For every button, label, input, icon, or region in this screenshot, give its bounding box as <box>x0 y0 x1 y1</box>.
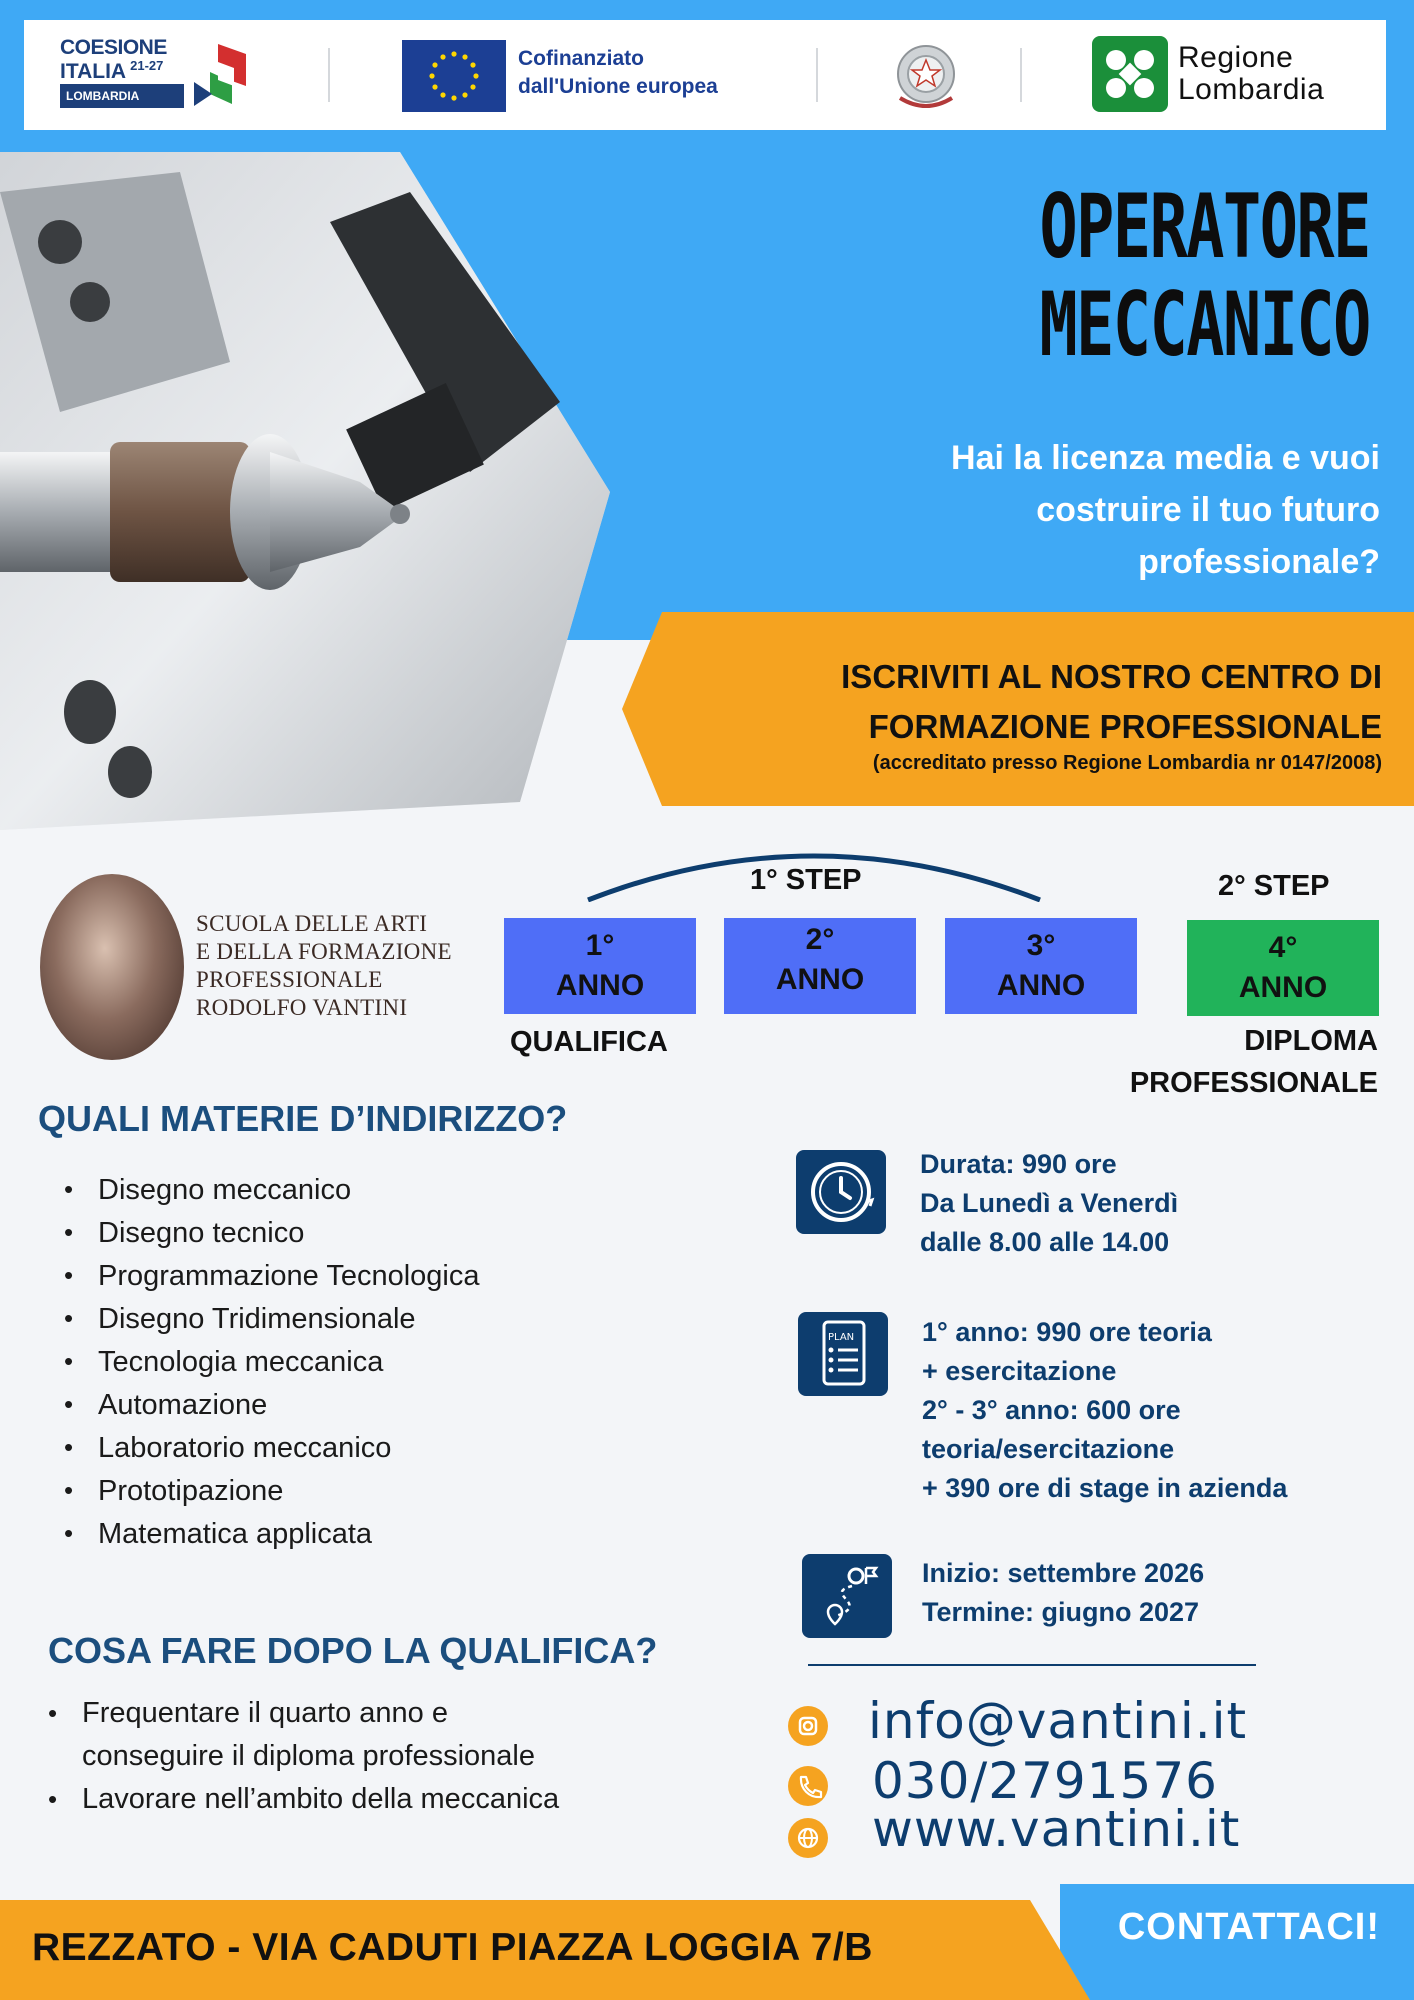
dopo-heading: COSA FARE DOPO LA QUALIFICA? <box>48 1630 658 1671</box>
school-logo-statue <box>40 874 184 1060</box>
diploma-label: DIPLOMA PROFESSIONALE <box>1129 1025 1378 1099</box>
regione-lombardia-logo-icon <box>1092 36 1168 112</box>
website-link[interactable]: www.vantini.it <box>872 1800 1241 1858</box>
school-name: SCUOLA DELLE ARTI E DELLA FORMAZIONE PROFESSIONALE RODOLFO VANTINI <box>196 911 452 1020</box>
year-2-box: 2° ANNO <box>724 918 916 1014</box>
route-map-icon <box>802 1554 892 1638</box>
phone-link[interactable]: 030/2791576 <box>872 1752 1218 1810</box>
year-4-box: 4° ANNO <box>1187 920 1379 1016</box>
materie-heading: QUALI MATERIE D’INDIRIZZO? <box>38 1098 568 1139</box>
regione-lombardia-text: Regione Lombardia <box>1178 41 1325 106</box>
hero-question: Hai la licenza media e vuoi costruire il tuo futuro professionale? <box>951 439 1380 581</box>
step-1-label: 1° STEP <box>750 864 862 896</box>
logo-separator <box>1020 48 1022 102</box>
italian-republic-emblem-icon <box>890 38 962 114</box>
ore-info: 1° anno: 990 ore teoria + esercitazione 2° - 3° anno: 600 ore teoria/esercitazione + 390 ore di stage in azienda <box>922 1317 1288 1503</box>
list-item: • Tecnologia meccanica <box>98 1346 480 1389</box>
logo-bar <box>24 20 1386 130</box>
lathe-machine-image <box>0 152 610 830</box>
globe-icon <box>788 1818 828 1858</box>
list-item: • Automazione <box>98 1389 480 1432</box>
list-item: • Lavorare nell’ambito della meccanica <box>82 1778 559 1821</box>
plan-document-icon <box>798 1312 888 1396</box>
qualifica-label: QUALIFICA <box>510 1026 668 1058</box>
year-1-box: 1° ANNO <box>504 918 696 1014</box>
durata-info: Durata: 990 ore Da Lunedì a Venerdì dalle 8.00 alle 14.00 <box>920 1149 1179 1257</box>
svg-text:PLAN: PLAN <box>828 1332 855 1343</box>
list-item: • Laboratorio meccanico <box>98 1432 480 1475</box>
list-item: • Programmazione Tecnologica <box>98 1260 480 1303</box>
clock-icon <box>796 1150 886 1234</box>
divider <box>808 1664 1256 1666</box>
logo-separator <box>816 48 818 102</box>
logo-separator <box>328 48 330 102</box>
list-item: • Disegno Tridimensionale <box>98 1303 480 1346</box>
list-item: • Disegno meccanico <box>98 1174 480 1217</box>
dopo-list <box>82 1692 559 1821</box>
materie-list <box>98 1174 480 1561</box>
accreditation-note: (accreditato presso Regione Lombardia nr 0147/2008) <box>872 752 1382 774</box>
list-item: • Prototipazione <box>98 1475 480 1518</box>
list-item: • Disegno tecnico <box>98 1217 480 1260</box>
year-3-box: 3° ANNO <box>945 918 1137 1014</box>
list-item: • Matematica applicata <box>98 1518 480 1561</box>
italy-flag-arrow-icon <box>188 42 258 108</box>
phone-icon <box>788 1766 828 1806</box>
eu-flag-icon <box>402 40 506 112</box>
instagram-icon <box>788 1706 828 1746</box>
step-2-label: 2° STEP <box>1218 870 1330 902</box>
email-link[interactable]: info@vantini.it <box>868 1692 1248 1750</box>
course-title: OPERATORE MECCANICO <box>1039 175 1370 376</box>
address-text: REZZATO - VIA CADUTI PIAZZA LOGGIA 7/B <box>32 1926 873 1969</box>
eu-cofinanziato-text: Cofinanziato dall'Unione europea <box>518 47 718 98</box>
list-item: • Frequentare il quarto anno e conseguire il diploma professionale <box>82 1692 559 1778</box>
coesione-italia-logo: COESIONE ITALIA $^{21-27}$ LOMBARDIA <box>60 34 260 118</box>
date-info: Inizio: settembre 2026 Termine: giugno 2027 <box>922 1558 1205 1627</box>
contact-us-button[interactable]: CONTATTACI! <box>1117 1906 1380 1948</box>
enroll-banner-heading: ISCRIVITI AL NOSTRO CENTRO DI FORMAZIONE PROFESSIONALE <box>841 658 1382 745</box>
